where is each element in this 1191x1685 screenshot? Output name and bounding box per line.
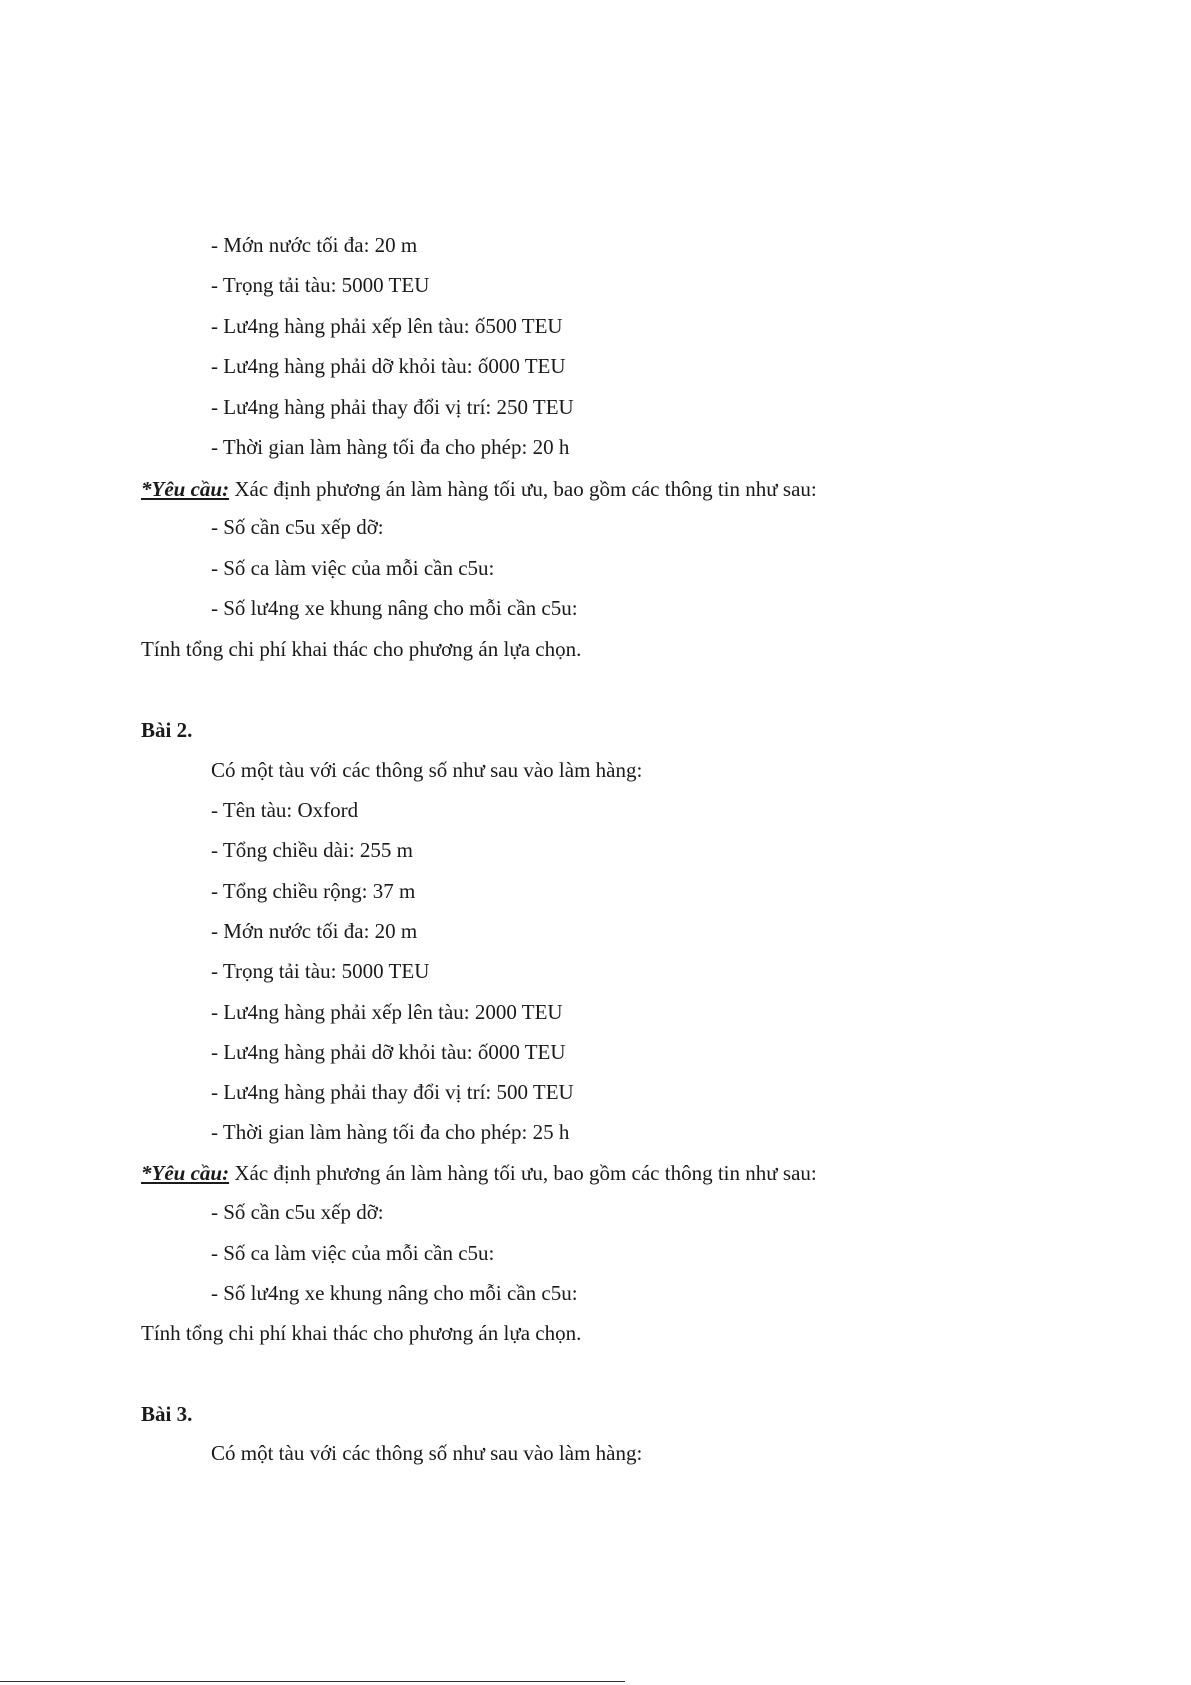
exercise-heading: Bài 2.	[141, 718, 193, 742]
requirement-text: Xác định phương án làm hàng tối ưu, bao gồm các thông tin như sau:	[229, 1161, 817, 1185]
total-cost-line: Tính tổng chi phí khai thác cho phương án lựa chọn.	[141, 637, 582, 661]
requirement-item: - Số lư4ng xe khung nâng cho mỗi cần c5u:	[211, 1281, 578, 1305]
spec-line: - Lư4ng hàng phải dỡ khỏi tàu: ố000 TEU	[211, 354, 566, 378]
requirement-item: - Số ca làm việc của mỗi cần c5u:	[211, 556, 495, 580]
spec-line: - Lư4ng hàng phải xếp lên tàu: 2000 TEU	[211, 1000, 563, 1024]
requirement-item: - Số lư4ng xe khung nâng cho mỗi cần c5u:	[211, 596, 578, 620]
spec-line: - Lư4ng hàng phải dỡ khỏi tàu: ố000 TEU	[211, 1040, 566, 1064]
footer-divider	[0, 1681, 625, 1682]
spec-line: - Lư4ng hàng phải thay đổi vị trí: 250 TEU	[211, 395, 574, 419]
exercise-intro: Có một tàu với các thông số như sau vào làm hàng:	[211, 758, 643, 782]
spec-line: - Tổng chiều rộng: 37 m	[211, 879, 416, 903]
spec-line: - Lư4ng hàng phải xếp lên tàu: ố500 TEU	[211, 314, 563, 338]
spec-line: - Thời gian làm hàng tối đa cho phép: 20 h	[211, 435, 570, 459]
requirement-item: - Số cần c5u xếp dỡ:	[211, 1200, 384, 1224]
requirement-item: - Số ca làm việc của mỗi cần c5u:	[211, 1241, 495, 1265]
spec-line: - Mớn nước tối đa: 20 m	[211, 233, 418, 257]
requirement-label: *Yêu cầu:	[141, 477, 230, 501]
exercise-heading: Bài 3.	[141, 1402, 193, 1426]
spec-line: - Tên tàu: Oxford	[211, 798, 359, 822]
spec-line: - Trọng tải tàu: 5000 TEU	[211, 959, 430, 983]
requirement-item: - Số cần c5u xếp dỡ:	[211, 515, 384, 539]
spec-line: - Thời gian làm hàng tối đa cho phép: 25 h	[211, 1120, 570, 1144]
spec-line: - Tổng chiều dài: 255 m	[211, 838, 413, 862]
total-cost-line: Tính tổng chi phí khai thác cho phương án lựa chọn.	[141, 1321, 582, 1345]
spec-line: - Trọng tải tàu: 5000 TEU	[211, 273, 430, 297]
requirement-text: Xác định phương án làm hàng tối ưu, bao gồm các thông tin như sau:	[229, 477, 817, 501]
spec-line: - Mớn nước tối đa: 20 m	[211, 919, 418, 943]
exercise-intro: Có một tàu với các thông số như sau vào làm hàng:	[211, 1441, 643, 1465]
requirement-label: *Yêu cầu:	[141, 1161, 230, 1185]
spec-line: - Lư4ng hàng phải thay đổi vị trí: 500 TEU	[211, 1080, 574, 1104]
requirement-line	[141, 1160, 817, 1186]
requirement-line	[141, 476, 817, 502]
